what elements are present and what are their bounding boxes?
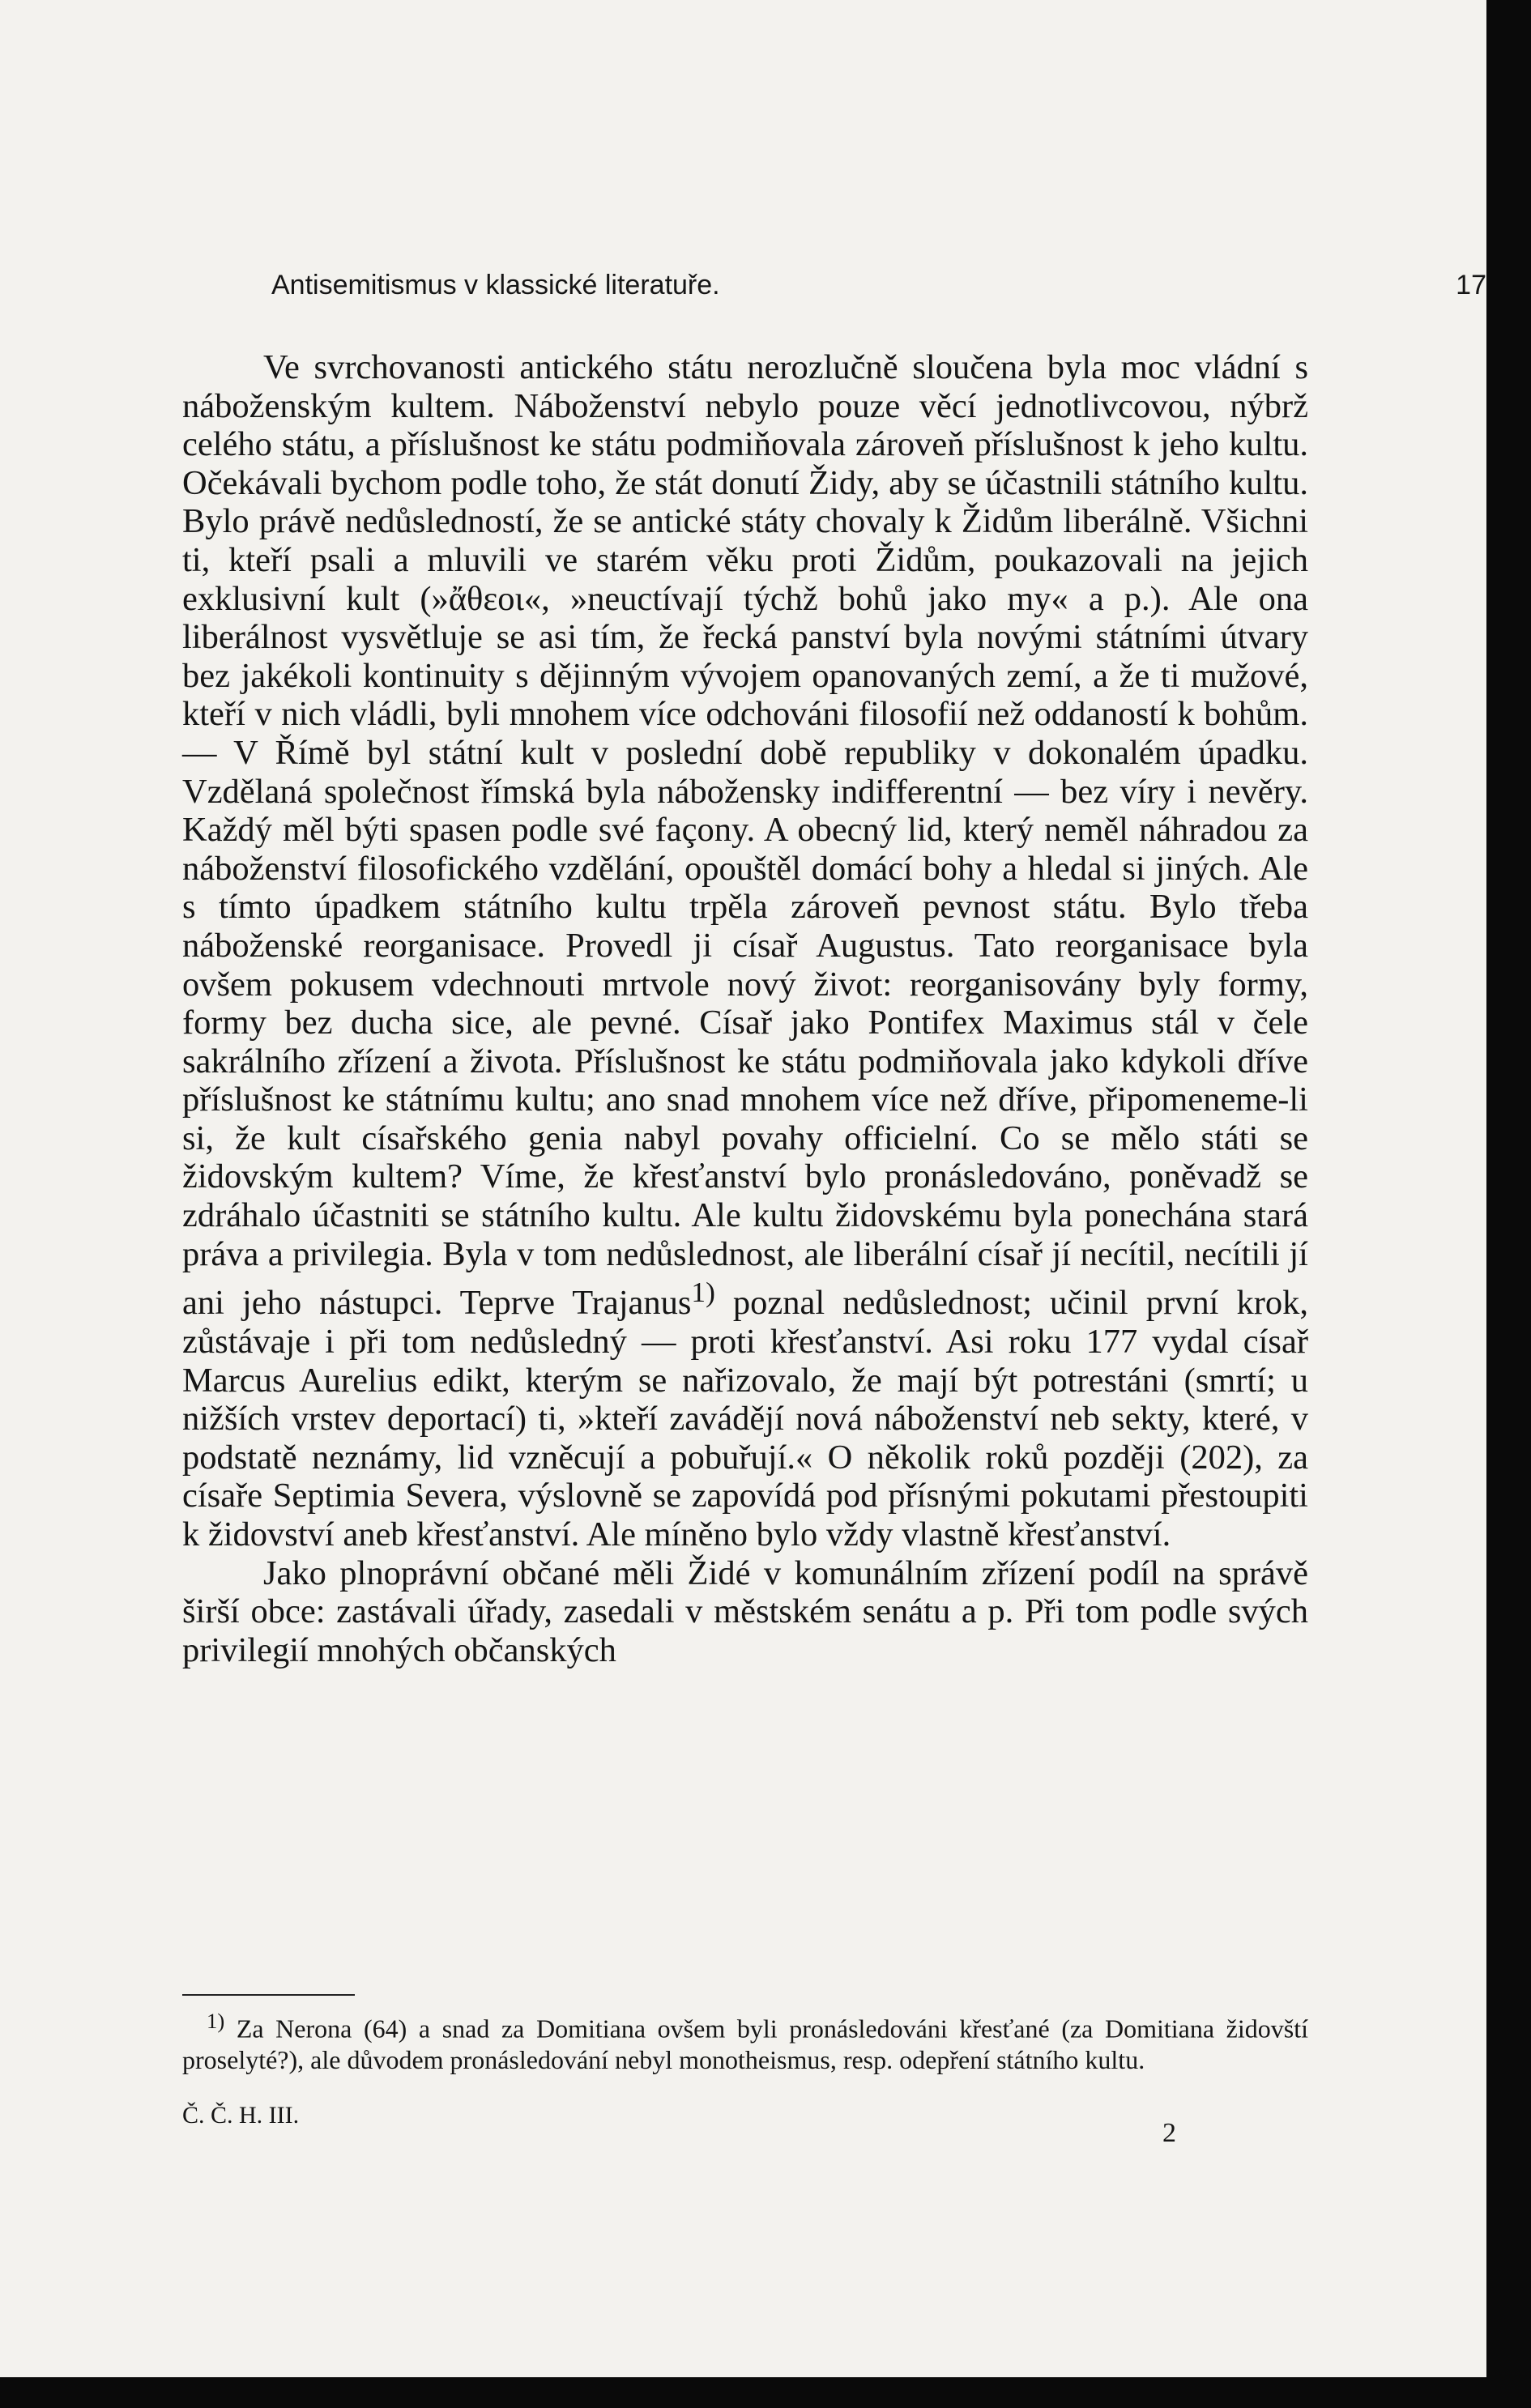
footnote-divider	[182, 1994, 355, 1996]
footnote	[182, 2005, 1315, 2075]
footnote-reference: 1)	[691, 1276, 715, 1309]
footnote-text: Za Nerona (64) a snad za Domitiana ovšem byli pronásledováni křesťané (za Domitiana židovští proselyté?), ale důvodem pronásledování nebyl monotheismus, resp. odepření státního kultu.	[182, 2014, 1315, 2074]
page-footer	[182, 2102, 1308, 2150]
paragraph	[182, 1553, 1317, 1670]
paragraph	[182, 348, 1317, 1554]
page-header	[0, 261, 1486, 309]
body-text	[182, 348, 1317, 1669]
paragraph-text-continued: poznal nedůslednost; učinil první krok, zůstávaje i při tom nedůsledný — proti křesťanství. Asi roku 177 vydal císař Marcus Aurelius edikt, kterým se nařizovalo, že mají být potrestáni (smrtí; u nižších vrstev deportací) ti, »kteří zavádějí nová náboženství neb sekty, které, v podstatě neznámy, lid vzněcují a pobuřují.« O několik roků později (202), za císaře Septimia Severa, výslovně se zapovídá pod přísnými pokutami přestoupiti k židovství aneb křesťanství. Ale míněno bylo vždy vlastně křesťanství.	[182, 1284, 1317, 1553]
paragraph-text: Jako plnoprávní občané měli Židé v komunálním zřízení podíl na správě širší obce: zastávali úřady, zasedali v městském senátu a p. Při tom podle svých privilegií mnohých občanských	[182, 1553, 1317, 1669]
paragraph-text: Ve svrchovanosti antického státu nerozlučně sloučena byla moc vládní s náboženským kultem. Náboženství nebylo pouze věcí jednotlivcovou, nýbrž celého státu, a příslušnost ke státu podmiňovala zároveň příslušnost k jeho kultu. Očekávali bychom podle toho, že stát donutí Židy, aby se účastnili státního kultu. Bylo právě nedůsledností, že se antické státy chovaly k Židům liberálně. Všichni ti, kteří psali a mluvili ve starém věku proti Židům, poukazovali na jejich exklusivní kult (»ἄθεοι«, »neuctívají týchž bohů jako my« a p.). Ale ona liberálnost vysvětluje se asi tím, že řecká panství byla novými státními útvary bez jakékoli kontinuity s dějinným vývojem opanovaných zemí, a že ti mužové, kteří v nich vládli, byli mnohem více odchováni filosofií než oddaností k bohům. — V Římě byl státní kult v poslední době republiky v dokonalém úpadku. Vzdělaná společnost římská byla nábožensky indifferentní — bez víry i nevěry. Každý měl býti spasen podle své façony. A obecný lid, který neměl náhradou za náboženství filosofického vzdělání, opouštěl domácí bohy a hledal si jiných. Ale s tímto úpadkem státního kultu trpěla zároveň pevnost státu. Bylo třeba náboženské reorganisace. Provedl ji císař Augustus. Tato reorganisace byla ovšem pokusem vdechnouti mrtvole nový život: reorganisovány byly formy, formy bez ducha sice, ale pevné. Císař jako Pontifex Maximus stál v čele sakrálního zřízení a života. Příslušnost ke státu podmiňovala jako kdykoli dříve příslušnost ke státnímu kultu; ano snad mnohem více než dříve, připomeneme-li si, že kult císařského genia nabyl povahy officielní. Co se mělo státi se židovským kultem? Víme, že křesťanství bylo pronásledováno, poněvadž se zdráhalo účastniti se státního kultu. Ale kultu židovskému byla ponechána stará práva a privilegia. Byla v tom nedůslednost, ale liberální císař jí necítil, necítili jí ani jeho nástupci. Teprve Trajanus	[182, 348, 1317, 1323]
page-number: 17	[1456, 270, 1486, 300]
running-title: Antisemitismus v klassické literatuře.	[271, 270, 720, 300]
printer-signature: Č. Č. H. III.	[182, 2102, 300, 2129]
footnote-paragraph	[182, 2005, 1315, 2075]
footnote-marker: 1)	[207, 2009, 225, 2033]
sheet-number: 2	[1162, 2118, 1176, 2148]
